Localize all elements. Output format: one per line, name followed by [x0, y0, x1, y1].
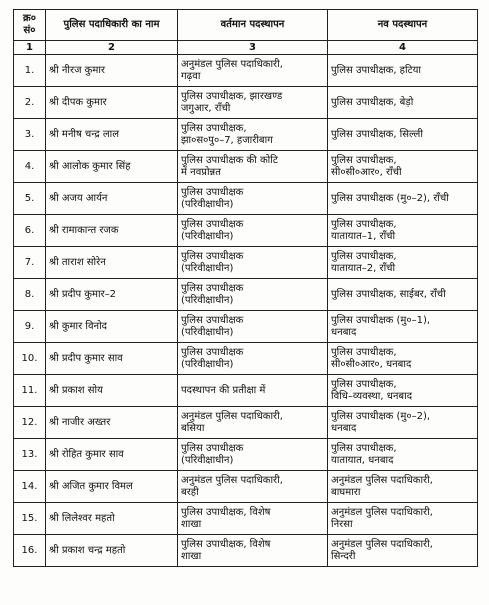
serial-number-cell — [14, 119, 46, 151]
serial-number-cell — [14, 215, 46, 247]
serial-number-cell-text: 13. — [21, 448, 38, 460]
officer-name-cell — [46, 55, 178, 87]
header-row — [14, 10, 478, 41]
serial-number-cell-text: 5. — [24, 192, 35, 204]
new-posting-cell-text: पुलिस उपाधीक्षक (मु०–2), धनबाद — [331, 410, 431, 434]
new-posting-cell — [328, 247, 478, 279]
serial-number-cell — [14, 279, 46, 311]
new-posting-cell-text: पुलिस उपाधीक्षक (मु०–1), धनबाद — [331, 314, 431, 338]
current-posting-cell — [178, 311, 328, 343]
serial-number-cell — [14, 183, 46, 215]
officer-name-cell — [46, 535, 178, 567]
table-row — [14, 279, 478, 311]
current-posting-cell — [178, 439, 328, 471]
new-posting-cell — [328, 343, 478, 375]
current-posting-cell-text: पुलिस उपाधीक्षक (परिवीक्षाधीन) — [181, 314, 244, 338]
serial-number-cell-text: 12. — [21, 416, 38, 428]
new-posting-cell-text: पुलिस उपाधीक्षक, यातायात, धनबाद — [331, 442, 397, 466]
new-posting-cell-text: पुलिस उपाधीक्षक, सी०सी०आर०, राँची — [331, 154, 402, 178]
header-new-posting: नव पदस्थापन — [328, 10, 478, 41]
serial-number-cell — [14, 247, 46, 279]
current-posting-cell-text: पुलिस उपाधीक्षक, विशेष शाखा — [181, 506, 271, 530]
officer-name-cell-text: श्री रोहित कुमार साव — [49, 448, 124, 460]
officer-name-cell-text: श्री प्रदीप कुमार साव — [49, 352, 123, 364]
table-row — [14, 503, 478, 535]
serial-number-cell — [14, 87, 46, 119]
officer-name-cell — [46, 439, 178, 471]
header-name: पुलिस पदाधिकारी का नाम — [46, 10, 178, 41]
officer-name-cell — [46, 215, 178, 247]
column-number: 1 — [14, 41, 46, 55]
current-posting-cell — [178, 279, 328, 311]
table-row — [14, 311, 478, 343]
table-row — [14, 407, 478, 439]
serial-number-cell — [14, 407, 46, 439]
current-posting-cell — [178, 375, 328, 407]
current-posting-cell-text: पुलिस उपाधीक्षक (परिवीक्षाधीन) — [181, 346, 244, 370]
table-row — [14, 343, 478, 375]
officer-name-cell-text: श्री प्रदीप कुमार–2 — [49, 288, 116, 300]
officer-name-cell-text: श्री नाजीर अख्तर — [49, 416, 111, 428]
current-posting-cell — [178, 55, 328, 87]
serial-number-cell-text: 11. — [21, 384, 38, 396]
column-number-row — [14, 41, 478, 55]
officer-name-cell — [46, 503, 178, 535]
current-posting-cell-text: अनुमंडल पुलिस पदाधिकारी, बरही — [181, 474, 283, 498]
new-posting-cell — [328, 215, 478, 247]
serial-number-cell-text: 10. — [21, 352, 38, 364]
officer-name-cell — [46, 471, 178, 503]
officer-name-cell-text: श्री दीपक कुमार — [49, 96, 107, 108]
officer-name-cell — [46, 311, 178, 343]
current-posting-cell-text: पुलिस उपाधीक्षक (परिवीक्षाधीन) — [181, 186, 244, 210]
new-posting-cell — [328, 87, 478, 119]
current-posting-cell — [178, 119, 328, 151]
officer-name-cell-text: श्री अजित कुमार विमल — [49, 480, 133, 492]
serial-number-cell-text: 4. — [24, 160, 35, 172]
serial-number-cell — [14, 151, 46, 183]
serial-number-cell-text: 8. — [24, 288, 35, 300]
new-posting-cell-text: पुलिस उपाधीक्षक, विधि–व्यवस्था, धनबाद — [331, 378, 413, 402]
new-posting-cell — [328, 439, 478, 471]
new-posting-cell-text: पुलिस उपाधीक्षक, सिल्ली — [331, 128, 423, 140]
table-row — [14, 183, 478, 215]
current-posting-cell — [178, 407, 328, 439]
officer-name-cell-text: श्री ताराश सोरेन — [49, 256, 106, 268]
new-posting-cell — [328, 55, 478, 87]
new-posting-cell — [328, 503, 478, 535]
new-posting-cell-text: पुलिस उपाधीक्षक, सी०सी०आर०, धनबाद — [331, 346, 412, 370]
officer-name-cell — [46, 343, 178, 375]
new-posting-cell — [328, 119, 478, 151]
header-sno: क्र० सं० — [14, 10, 46, 41]
current-posting-cell-text: पुलिस उपाधीक्षक (परिवीक्षाधीन) — [181, 282, 244, 306]
serial-number-cell — [14, 55, 46, 87]
officer-name-cell-text: श्री रामाकान्त रजक — [49, 224, 119, 236]
new-posting-cell — [328, 151, 478, 183]
column-number: 2 — [46, 41, 178, 55]
serial-number-cell — [14, 343, 46, 375]
serial-number-cell — [14, 375, 46, 407]
current-posting-cell — [178, 343, 328, 375]
table-row — [14, 247, 478, 279]
current-posting-cell-text: पुलिस उपाधीक्षक, विशेष शाखा — [181, 538, 271, 562]
table-row — [14, 119, 478, 151]
serial-number-cell — [14, 471, 46, 503]
officer-name-cell — [46, 119, 178, 151]
new-posting-cell-text: अनुमंडल पुलिस पदाधिकारी, बाघमारा — [331, 474, 433, 498]
new-posting-cell — [328, 375, 478, 407]
officer-name-cell — [46, 279, 178, 311]
serial-number-cell-text: 9. — [24, 320, 35, 332]
table-row — [14, 215, 478, 247]
current-posting-cell-text: पुलिस उपाधीक्षक, झा०स०पु०–7, हजारीबाग — [181, 122, 273, 146]
table-row — [14, 535, 478, 567]
header-current-posting: वर्तमान पदस्थापन — [178, 10, 328, 41]
serial-number-cell-text: 15. — [21, 512, 38, 524]
officer-name-cell-text: श्री प्रकाश चन्द्र महतो — [49, 544, 126, 556]
new-posting-cell-text: पुलिस उपाधीक्षक, यातायात–1, राँची — [331, 218, 397, 242]
new-posting-cell-text: पुलिस उपाधीक्षक, हटिया — [331, 64, 422, 76]
officer-name-cell-text: श्री कुमार विनोद — [49, 320, 107, 332]
current-posting-cell — [178, 247, 328, 279]
table-row — [14, 439, 478, 471]
serial-number-cell-text: 7. — [24, 256, 35, 268]
current-posting-cell-text: पदस्थापन की प्रतीक्षा में — [181, 384, 266, 396]
new-posting-cell-text: अनुमंडल पुलिस पदाधिकारी, सिन्दरी — [331, 538, 433, 562]
serial-number-cell — [14, 439, 46, 471]
current-posting-cell-text: अनुमंडल पुलिस पदाधिकारी, बसिया — [181, 410, 283, 434]
table-row — [14, 87, 478, 119]
new-posting-cell-text: पुलिस उपाधीक्षक (मु०–2), राँची — [331, 192, 449, 204]
officer-name-cell — [46, 183, 178, 215]
current-posting-cell-text: अनुमंडल पुलिस पदाधिकारी, गढ़वा — [181, 58, 283, 82]
new-posting-cell — [328, 471, 478, 503]
current-posting-cell — [178, 151, 328, 183]
new-posting-cell — [328, 311, 478, 343]
table-row — [14, 151, 478, 183]
new-posting-cell-text: पुलिस उपाधीक्षक, बेड़ो — [331, 96, 414, 108]
officer-name-cell-text: श्री प्रकाश सोय — [49, 384, 103, 396]
officer-name-cell — [46, 247, 178, 279]
officer-name-cell — [46, 375, 178, 407]
current-posting-cell — [178, 471, 328, 503]
serial-number-cell-text: 2. — [24, 96, 35, 108]
serial-number-cell-text: 16. — [21, 544, 38, 556]
serial-number-cell-text: 1. — [24, 64, 35, 76]
table-row — [14, 375, 478, 407]
current-posting-cell — [178, 183, 328, 215]
current-posting-cell — [178, 215, 328, 247]
officer-name-cell — [46, 87, 178, 119]
serial-number-cell — [14, 311, 46, 343]
current-posting-cell — [178, 503, 328, 535]
new-posting-cell — [328, 183, 478, 215]
new-posting-cell-text: पुलिस उपाधीक्षक, साईबर, राँची — [331, 288, 446, 300]
officer-name-cell-text: श्री अजय आर्यन — [49, 192, 108, 204]
officer-name-cell-text: श्री मनीष चन्द्र लाल — [49, 128, 120, 140]
serial-number-cell — [14, 535, 46, 567]
current-posting-cell-text: पुलिस उपाधीक्षक (परिवीक्षाधीन) — [181, 218, 244, 242]
current-posting-cell-text: पुलिस उपाधीक्षक, झारखण्ड जगुआर, राँची — [181, 90, 283, 114]
officer-name-cell-text: श्री लिलेश्वर महतो — [49, 512, 115, 524]
new-posting-cell-text: अनुमंडल पुलिस पदाधिकारी, निरसा — [331, 506, 433, 530]
column-number: 3 — [178, 41, 328, 55]
table-row — [14, 471, 478, 503]
column-number: 4 — [328, 41, 478, 55]
current-posting-cell-text: पुलिस उपाधीक्षक की कोटि में नवप्रोन्नत — [181, 154, 278, 178]
new-posting-cell — [328, 407, 478, 439]
new-posting-cell — [328, 535, 478, 567]
new-posting-cell — [328, 279, 478, 311]
current-posting-cell — [178, 87, 328, 119]
posting-table — [13, 9, 478, 567]
current-posting-cell — [178, 535, 328, 567]
officer-name-cell-text: श्री आलोक कुमार सिंह — [49, 160, 131, 172]
serial-number-cell — [14, 503, 46, 535]
current-posting-cell-text: पुलिस उपाधीक्षक (परिवीक्षाधीन) — [181, 250, 244, 274]
table-row — [14, 55, 478, 87]
serial-number-cell-text: 6. — [24, 224, 35, 236]
officer-name-cell — [46, 407, 178, 439]
serial-number-cell-text: 14. — [21, 480, 38, 492]
current-posting-cell-text: पुलिस उपाधीक्षक (परिवीक्षाधीन) — [181, 442, 244, 466]
new-posting-cell-text: पुलिस उपाधीक्षक, यातायात–2, राँची — [331, 250, 397, 274]
officer-name-cell — [46, 151, 178, 183]
officer-name-cell-text: श्री नीरज कुमार — [49, 64, 106, 76]
serial-number-cell-text: 3. — [24, 128, 35, 140]
